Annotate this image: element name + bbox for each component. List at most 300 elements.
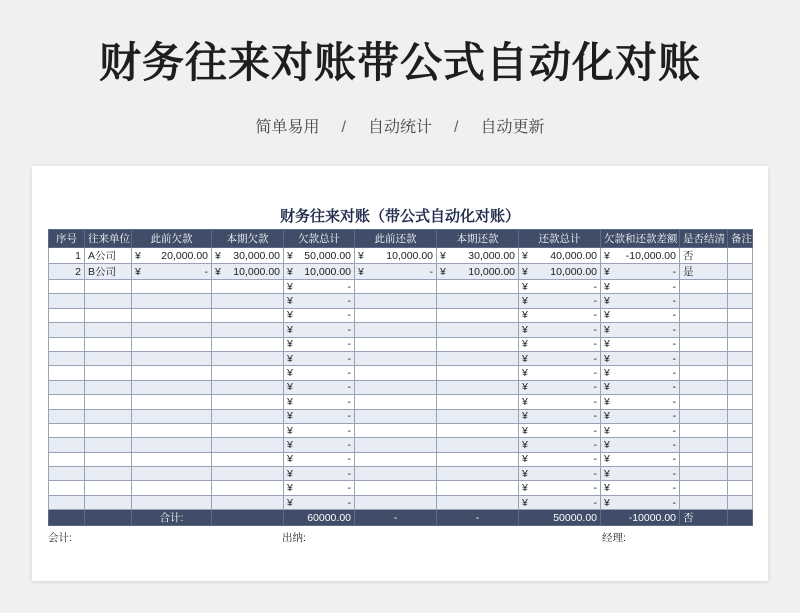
table-cell [519,452,601,466]
table-cell [601,495,680,509]
table-cell [355,264,437,280]
currency-symbol: ¥ [604,467,610,480]
table-cell [49,351,85,365]
table-cell [85,467,132,481]
cell-value: 是 [683,266,694,278]
currency-symbol: ¥ [604,309,610,322]
table-cell [437,294,519,308]
table-row [49,264,753,280]
table-cell [132,452,212,466]
table-cell [601,467,680,481]
table-cell [212,366,284,380]
currency-symbol: ¥ [287,367,293,380]
table-cell [437,366,519,380]
currency-symbol: ¥ [135,249,141,262]
totals-row [49,510,753,526]
cell-value: - [347,424,351,437]
table-row [49,366,753,380]
cell-value: - [347,438,351,451]
table-cell [728,380,753,394]
table-cell [212,380,284,394]
spreadsheet-preview [32,166,768,581]
table-cell [437,351,519,365]
table-cell [132,366,212,380]
cell-value: - [593,309,597,322]
table-cell [132,495,212,509]
currency-symbol: ¥ [522,482,528,495]
table-cell [212,337,284,351]
table-cell [355,380,437,394]
table-cell [437,409,519,423]
table-cell [132,337,212,351]
table-cell [519,280,601,294]
cell-value: - [672,381,676,394]
cell-value: 1 [75,249,81,262]
table-cell [85,366,132,380]
table-cell [355,481,437,495]
table-cell [519,380,601,394]
table-cell [519,467,601,481]
table-cell [728,337,753,351]
cell-value: - [593,424,597,437]
cell-value: - [672,367,676,380]
table-cell [680,395,728,409]
sheet-title: 财务往来对账（带公式自动化对账） [279,208,520,225]
table-cell [85,308,132,322]
table-cell [437,438,519,452]
table-cell [212,481,284,495]
table-cell [212,423,284,437]
cell-value: - [672,467,676,480]
table-cell [728,495,753,509]
table-body [49,248,753,510]
table-cell [132,280,212,294]
currency-symbol: ¥ [604,395,610,408]
column-header: 此前欠款 [132,230,212,248]
table-row [49,337,753,351]
table-cell [680,481,728,495]
currency-symbol: ¥ [522,453,528,466]
table-cell [519,423,601,437]
table-row [49,380,753,394]
table-cell [284,351,355,365]
column-header: 往来单位 [85,230,132,248]
currency-symbol: ¥ [522,381,528,394]
table-cell [680,308,728,322]
table-cell [212,264,284,280]
cell-value: - [593,496,597,509]
table-cell [355,323,437,337]
table-cell [519,438,601,452]
table-cell [519,264,601,280]
currency-symbol: ¥ [287,395,293,408]
table-cell [212,409,284,423]
cell-value: - [672,280,676,293]
table-row [49,495,753,509]
table-row [49,351,753,365]
currency-symbol: ¥ [604,482,610,495]
table-cell [49,481,85,495]
table-cell [680,280,728,294]
table-cell [85,294,132,308]
cell-value: - [672,338,676,351]
currency-symbol: ¥ [287,265,293,278]
currency-symbol: ¥ [522,309,528,322]
table-cell [680,248,728,264]
cell-value: - [347,453,351,466]
cell-value: - [347,496,351,509]
table-cell [132,264,212,280]
cashier-signature-label: 出纳: [282,532,306,544]
table-cell [437,308,519,322]
currency-symbol: ¥ [287,323,293,336]
total-difference: -10000.00 [601,510,680,526]
table-cell [212,280,284,294]
cell-value: A公司 [88,250,117,262]
table-cell [212,323,284,337]
table-row [49,294,753,308]
currency-symbol: ¥ [287,381,293,394]
table-cell [728,395,753,409]
currency-symbol: ¥ [522,295,528,308]
table-cell [728,409,753,423]
feature-auto-stats: 自动统计 [367,119,432,136]
table-cell [49,467,85,481]
table-cell [601,280,680,294]
currency-symbol: ¥ [287,496,293,509]
column-header: 备注 [728,230,753,248]
table-cell [437,452,519,466]
currency-symbol: ¥ [287,295,293,308]
cell-value: - [593,438,597,451]
table-cell [212,351,284,365]
table-cell [132,409,212,423]
cell-value: - [593,280,597,293]
table-cell [85,323,132,337]
table-cell [212,495,284,509]
table-cell [680,264,728,280]
column-header: 本期欠款 [212,230,284,248]
currency-symbol: ¥ [287,338,293,351]
table-cell [728,366,753,380]
table-footer [49,510,753,526]
separator: / [454,119,459,136]
cell-value: - [347,381,351,394]
cell-value: - [593,410,597,423]
table-cell [680,351,728,365]
currency-symbol: ¥ [287,410,293,423]
cell-value: - [593,453,597,466]
table-cell [284,280,355,294]
table-cell [355,308,437,322]
table-cell [284,323,355,337]
cell-value: - [593,338,597,351]
table-cell [49,452,85,466]
table-cell [49,280,85,294]
currency-symbol: ¥ [522,395,528,408]
cell-value: - [593,381,597,394]
table-cell [49,438,85,452]
table-cell [728,248,753,264]
table-cell [437,323,519,337]
table-cell [680,366,728,380]
cell-value: - [672,323,676,336]
table-cell [284,409,355,423]
table-cell [284,452,355,466]
table-cell [85,264,132,280]
table-cell [85,495,132,509]
table-cell [284,308,355,322]
table-cell [355,366,437,380]
table-cell [284,337,355,351]
table-cell [601,264,680,280]
cell-value: 10,000.00 [233,265,280,278]
cell-value: - [672,424,676,437]
table-cell [437,423,519,437]
table-cell [601,323,680,337]
feature-auto-update: 自动更新 [480,119,545,136]
table-cell [601,294,680,308]
table-cell [85,452,132,466]
cell-value: - [347,323,351,336]
table-cell [437,280,519,294]
manager-signature-label: 经理: [602,532,626,544]
cell-value: 50,000.00 [304,249,351,262]
table-cell [519,366,601,380]
currency-symbol: ¥ [440,265,446,278]
cell-value: - [347,309,351,322]
cell-value: 10,000.00 [468,265,515,278]
cell-value: - [347,467,351,480]
table-cell [355,423,437,437]
table-cell [437,467,519,481]
table-cell [85,280,132,294]
cell-value: - [672,265,676,278]
currency-symbol: ¥ [522,424,528,437]
table-cell [728,438,753,452]
cell-value: 40,000.00 [550,249,597,262]
cell-value: 30,000.00 [468,249,515,262]
cell-value: - [672,395,676,408]
table-cell [284,294,355,308]
table-cell [680,323,728,337]
currency-symbol: ¥ [604,265,610,278]
total-debt: 60000.00 [284,510,355,526]
table-cell [728,481,753,495]
currency-symbol: ¥ [604,249,610,262]
currency-symbol: ¥ [522,496,528,509]
currency-symbol: ¥ [604,381,610,394]
currency-symbol: ¥ [287,482,293,495]
table-cell [728,308,753,322]
column-header: 本期还款 [437,230,519,248]
total-settled: 否 [680,510,728,526]
column-header: 还款总计 [519,230,601,248]
table-cell [49,337,85,351]
table-cell [680,452,728,466]
currency-symbol: ¥ [135,265,141,278]
table-cell [601,308,680,322]
table-cell [519,481,601,495]
table-cell [132,395,212,409]
table-cell [284,481,355,495]
cell-value: 20,000.00 [161,249,208,262]
cell-value: 10,000.00 [550,265,597,278]
table-cell [132,467,212,481]
table-cell [728,351,753,365]
table-cell [601,438,680,452]
table-cell [49,264,85,280]
table-cell [519,294,601,308]
table-cell [85,395,132,409]
separator: / [341,119,346,136]
table-cell [355,409,437,423]
table-cell [284,467,355,481]
cell-value: - [347,295,351,308]
table-cell [519,395,601,409]
table-cell [601,380,680,394]
cell-value: - [347,367,351,380]
cell-value: - [593,352,597,365]
cell-value: - [429,265,433,278]
feature-tagline [0,114,800,137]
table-row [49,323,753,337]
table-cell [355,337,437,351]
table-cell [519,308,601,322]
currency-symbol: ¥ [604,323,610,336]
table-cell [355,351,437,365]
currency-symbol: ¥ [358,249,364,262]
table-cell [85,351,132,365]
table-cell [680,409,728,423]
total-prev-repay: - [355,510,437,526]
cell-value: - [593,482,597,495]
table-cell [601,481,680,495]
table-cell [519,337,601,351]
cell-value: - [672,482,676,495]
cell-value: - [593,467,597,480]
table-cell [212,308,284,322]
currency-symbol: ¥ [522,410,528,423]
cell-value: - [347,280,351,293]
table-cell [680,380,728,394]
cell-value: - [347,482,351,495]
currency-symbol: ¥ [522,280,528,293]
currency-symbol: ¥ [287,249,293,262]
table-cell [728,323,753,337]
table-cell [355,395,437,409]
table-cell [355,452,437,466]
table-cell [132,351,212,365]
table-cell [284,366,355,380]
column-header: 是否结清 [680,230,728,248]
table-cell [437,481,519,495]
table-cell [49,294,85,308]
cell-value: - [672,352,676,365]
cell-value: -10,000.00 [625,249,676,262]
currency-symbol: ¥ [604,338,610,351]
table-row [49,481,753,495]
table-row [49,409,753,423]
currency-symbol: ¥ [522,249,528,262]
cell-value: - [672,295,676,308]
table-cell [49,248,85,264]
currency-symbol: ¥ [215,265,221,278]
table-cell [355,467,437,481]
currency-symbol: ¥ [604,438,610,451]
table-cell [132,380,212,394]
totals-label: 合计: [132,510,212,526]
table-cell [437,264,519,280]
table-cell [355,280,437,294]
header-row [49,230,753,248]
table-cell [601,337,680,351]
table-row [49,423,753,437]
table-cell [601,395,680,409]
currency-symbol: ¥ [287,467,293,480]
table-cell [728,467,753,481]
total-repay: 50000.00 [519,510,601,526]
table-cell [284,248,355,264]
page-title: 财务往来对账带公式自动化对账 [98,39,701,86]
table-cell [49,323,85,337]
table-cell [212,294,284,308]
table-cell [132,423,212,437]
table-cell [680,294,728,308]
currency-symbol: ¥ [522,438,528,451]
cell-value: 否 [683,250,694,262]
cell-value: - [672,309,676,322]
currency-symbol: ¥ [287,438,293,451]
currency-symbol: ¥ [522,367,528,380]
column-header: 欠款总计 [284,230,355,248]
reconciliation-table [48,229,753,526]
table-cell [132,308,212,322]
column-header: 欠款和还款差额 [601,230,680,248]
table-row [49,438,753,452]
table-cell [728,294,753,308]
table-cell [355,495,437,509]
cell-value: - [672,410,676,423]
table-cell [85,248,132,264]
cell-value: - [593,395,597,408]
currency-symbol: ¥ [604,295,610,308]
currency-symbol: ¥ [522,338,528,351]
table-cell [212,395,284,409]
table-cell [437,337,519,351]
table-cell [85,481,132,495]
table-cell [601,409,680,423]
table-cell [49,308,85,322]
table-cell [49,495,85,509]
total-cur-repay: - [437,510,519,526]
cell-value: - [347,338,351,351]
currency-symbol: ¥ [522,352,528,365]
cell-value: - [672,453,676,466]
currency-symbol: ¥ [604,410,610,423]
table-cell [284,438,355,452]
table-row [49,280,753,294]
cell-value: 2 [75,265,81,278]
cell-value: - [593,367,597,380]
table-cell [284,264,355,280]
table-row [49,308,753,322]
table-cell [437,495,519,509]
currency-symbol: ¥ [215,249,221,262]
currency-symbol: ¥ [604,367,610,380]
cell-value: - [672,438,676,451]
currency-symbol: ¥ [522,467,528,480]
